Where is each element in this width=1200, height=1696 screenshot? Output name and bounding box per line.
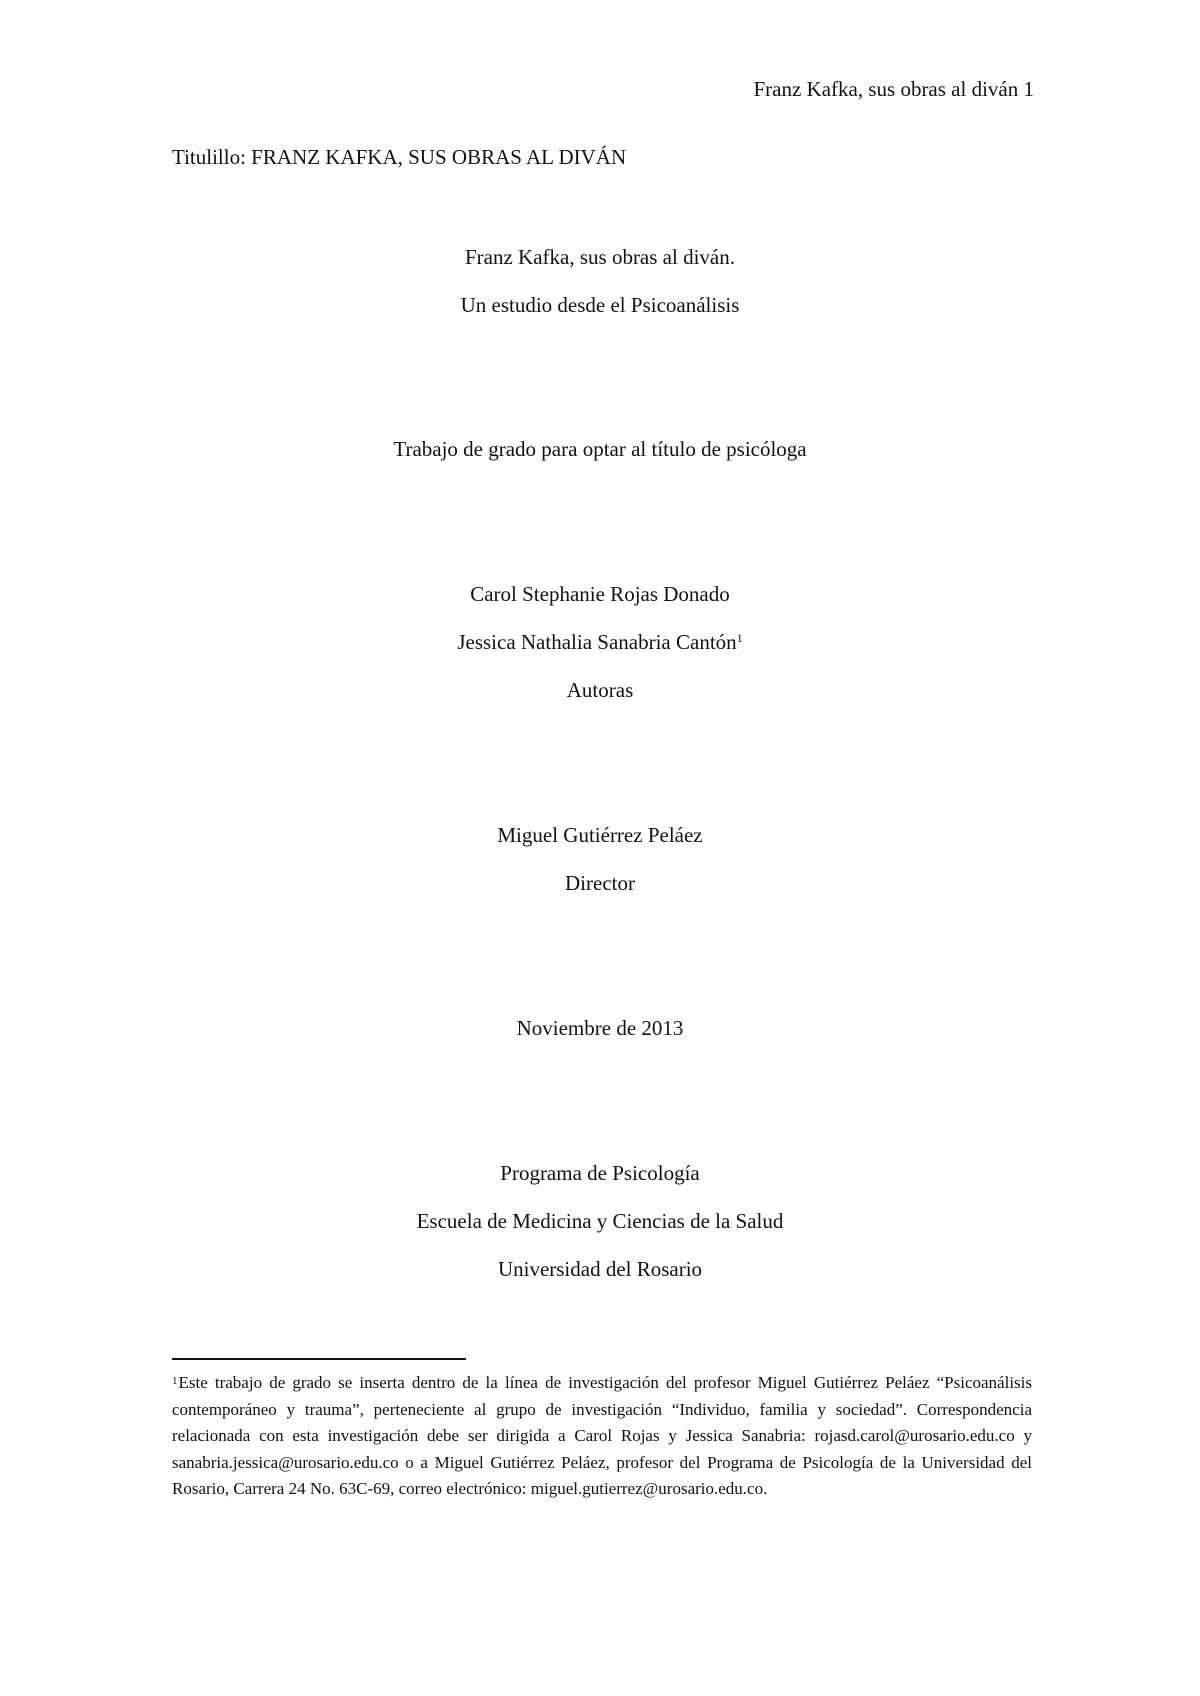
university: Universidad del Rosario (497, 1257, 703, 1281)
footnote-reference: 1 (736, 631, 743, 645)
footnote-text: Este trabajo de grado se inserta dentro de la línea de investigación del profesor Miguel Gutiérrez Peláez “Psicoanálisis contemporáneo y trauma”, perteneciente al grupo de investigación “Individuo, familia y sociedad”. Correspondencia relacionada con esta investigación debe ser dirigida a Carol Rojas y Jessica Sanabria: rojasd.carol@urosario.edu.co y sanabria.jessica@urosario.edu.co o a Miguel Gutiérrez Peláez, profesor del Programa de Psicología de la Universidad del Rosario, Carrera 24 No. 63C-69, correo electrónico: miguel.gutierrez@urosario.edu.co. (172, 1373, 1032, 1498)
authors-role: Autoras (566, 678, 634, 702)
author-2-line (0, 629, 1200, 655)
school: Escuela de Medicina y Ciencias de la Salud (416, 1209, 784, 1233)
footnote (172, 1370, 1032, 1503)
running-head: Franz Kafka, sus obras al diván 1 (753, 77, 1034, 101)
footnote-separator (172, 1358, 466, 1360)
degree-statement: Trabajo de grado para optar al título de psicóloga (393, 437, 807, 461)
program: Programa de Psicología (500, 1161, 700, 1185)
title-line-2: Un estudio desde el Psicoanálisis (460, 293, 740, 317)
title-line-1: Franz Kafka, sus obras al diván. (464, 245, 735, 269)
author-2: Jessica Nathalia Sanabria Cantón (457, 630, 737, 654)
date: Noviembre de 2013 (516, 1016, 684, 1040)
director-name: Miguel Gutiérrez Peláez (497, 823, 703, 847)
titulillo: Titulillo: FRANZ KAFKA, SUS OBRAS AL DIVÁN (172, 145, 627, 169)
director-role: Director (565, 871, 635, 895)
footnote-mark: 1 (172, 1375, 178, 1387)
author-1: Carol Stephanie Rojas Donado (470, 582, 730, 606)
